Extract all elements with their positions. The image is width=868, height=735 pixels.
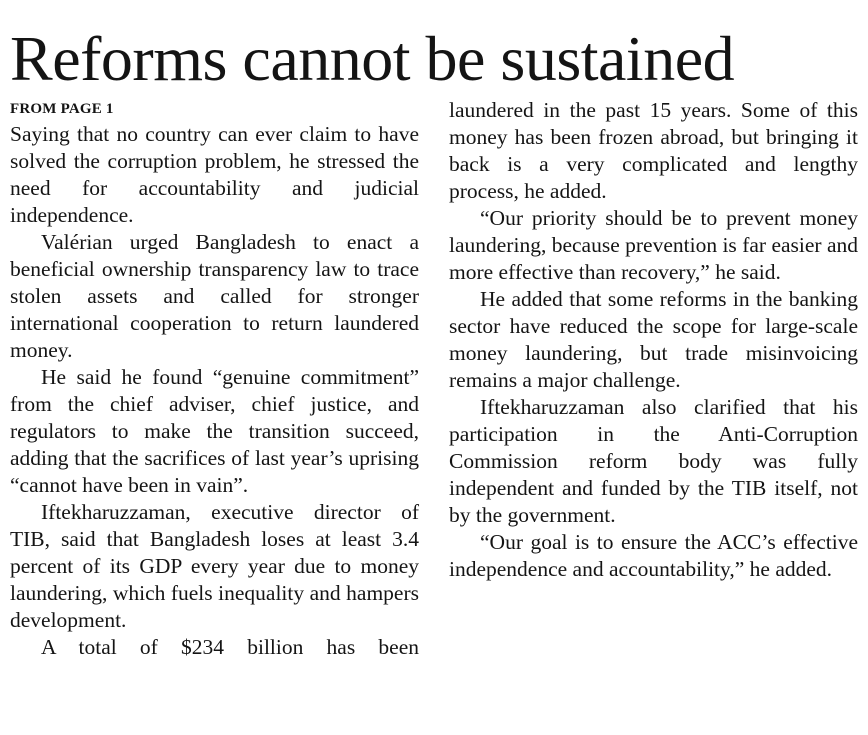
article-paragraph: A total of $234 billion has been (41, 635, 419, 659)
headline: Reforms cannot be sustained (10, 23, 735, 94)
article-column-right (449, 97, 858, 583)
article-paragraph: Saying that no country can ever claim to have solved the corruption problem, he stressed the need for accountability and judicial independence. (10, 122, 419, 227)
article-paragraph: Iftekharuzzaman also clarified that his participation in the Anti-Corruption Commission reform body was fully independent and funded by the TIB itself, not by the government. (449, 395, 858, 527)
article-paragraph: He said he found “genuine commitment” from the chief adviser, chief justice, and regulators to make the transition succeed, adding that the sacrifices of last year’s uprising “cannot have been in vain”. (10, 365, 419, 497)
continuation-kicker: FROM PAGE 1 (10, 101, 114, 117)
article-paragraph: Valérian urged Bangladesh to enact a beneficial ownership transparency law to trace stolen assets and called for stronger international cooperation to return laundered money. (10, 230, 419, 362)
article-paragraph: laundered in the past 15 years. Some of this money has been frozen abroad, but bringing it back is a very complicated and lengthy process, he added. (449, 98, 858, 203)
article-paragraph: “Our goal is to ensure the ACC’s effective independence and accountability,” he added. (449, 530, 858, 581)
article-paragraph: “Our priority should be to prevent money laundering, because prevention is far easier and more effective than recovery,” he said. (449, 206, 858, 284)
article-column-left (10, 97, 419, 661)
article-paragraph: Iftekharuzzaman, executive director of TIB, said that Bangladesh loses at least 3.4 percent of its GDP every year due to money laundering, which fuels inequality and hampers development. (10, 500, 419, 632)
article-paragraph: He added that some reforms in the banking sector have reduced the scope for large-scale money laundering, but trade misinvoicing remains a major challenge. (449, 287, 858, 392)
